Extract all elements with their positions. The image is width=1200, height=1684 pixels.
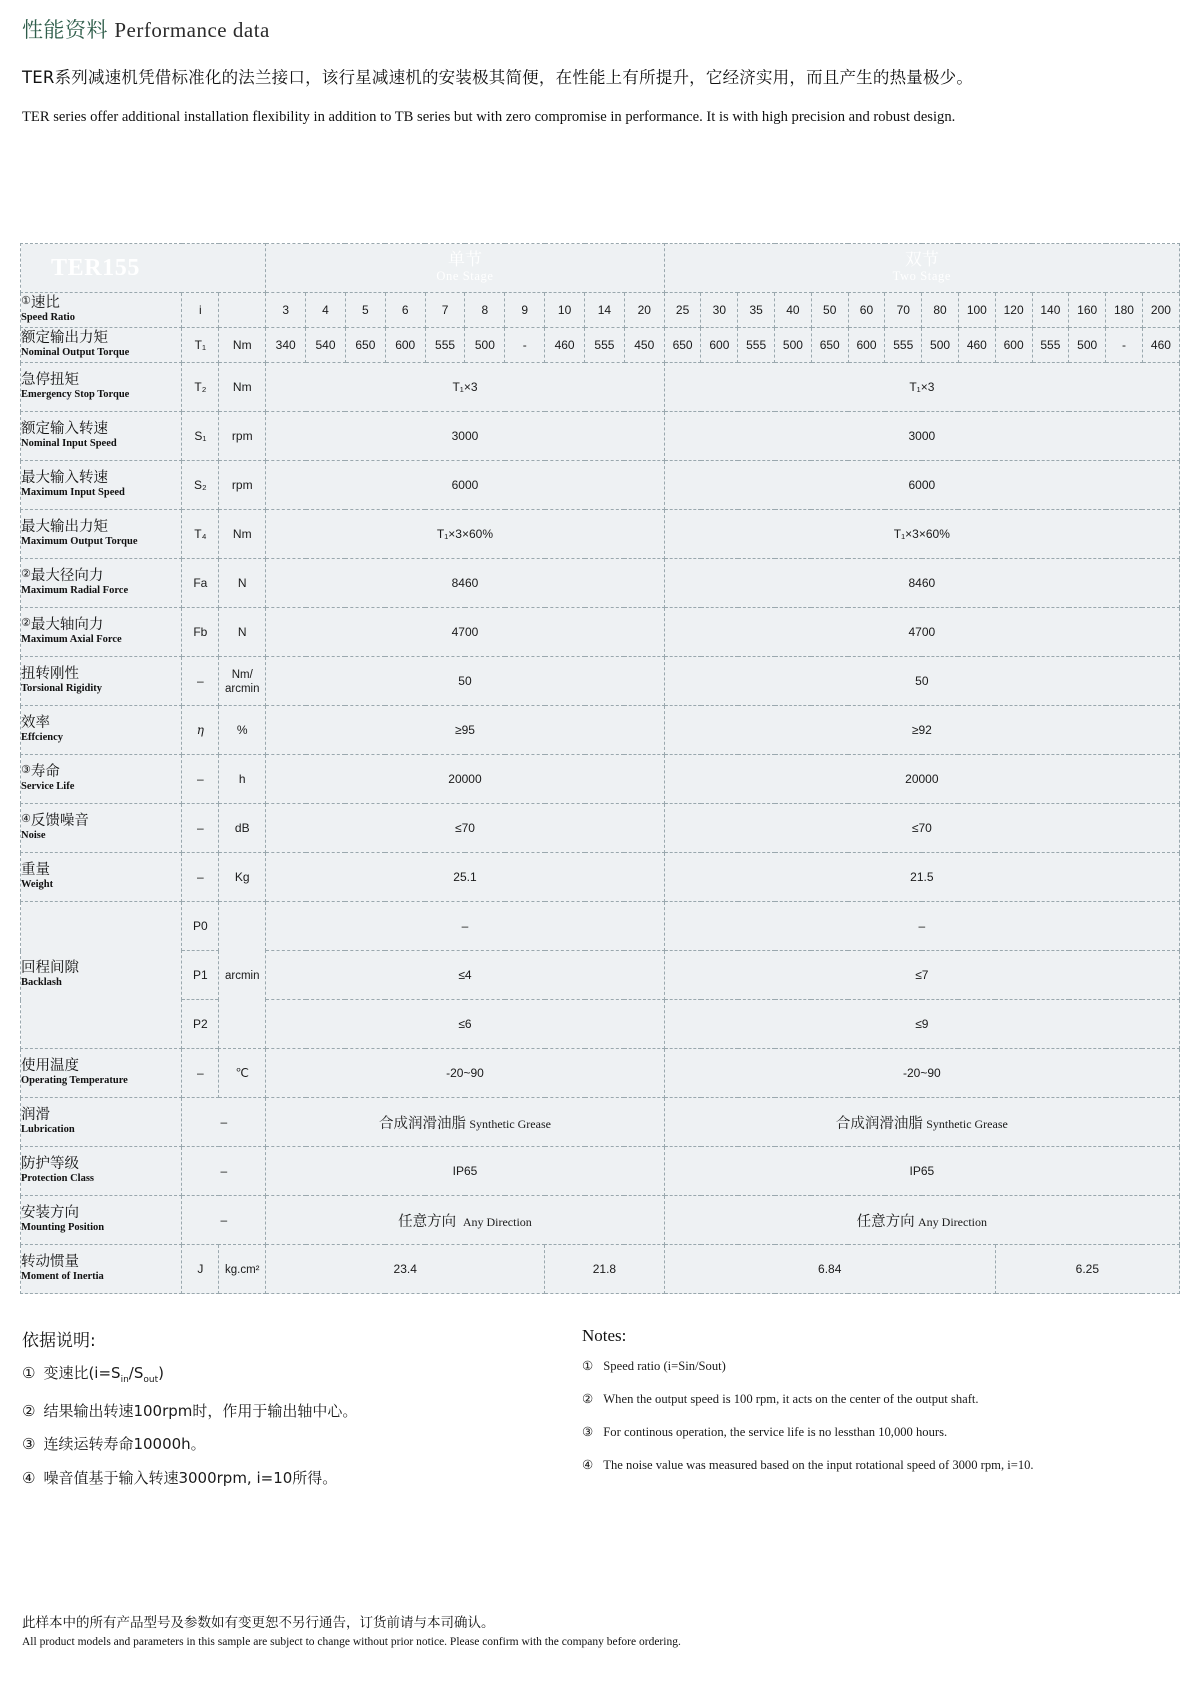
row-unit-maximum-output-torque: Nm (219, 510, 266, 559)
row-symbol-mounting-position: – (182, 1196, 266, 1245)
row-label-torsional-rigidity (21, 657, 182, 706)
value-one-stage (266, 1098, 664, 1147)
value-two-stage: 3000 (664, 412, 1179, 461)
mounting-one-cn: 任意方向 (398, 1213, 457, 1230)
ratio-cell: 14 (585, 293, 625, 328)
note-text: 结果输出转速100rpm时，作用于输出轴中心。 (43, 1401, 358, 1420)
lubrication-one-en: Synthetic Grease (469, 1116, 551, 1131)
row-label-en: Speed Ratio (21, 312, 75, 324)
note-item-cn (22, 1365, 582, 1386)
row-label-en: Moment of Inertia (21, 1271, 104, 1283)
row-label-protection-class (21, 1147, 182, 1196)
row-label-en: Protection Class (21, 1173, 95, 1185)
torque-cell: 555 (585, 328, 625, 363)
backlash-grade-p0: P0 (182, 902, 219, 951)
ratio-cell: 60 (848, 293, 885, 328)
row-symbol-maximum-output-torque: T₄ (182, 510, 219, 559)
table-row-backlash-p0 (21, 902, 1180, 951)
table-row-service-life (21, 755, 1180, 804)
table-row-moment-of-inertia (21, 1245, 1180, 1294)
value-one-stage-b: 21.8 (545, 1245, 665, 1294)
intro-paragraph-cn: TER系列减速机凭借标准化的法兰接口，该行星减速机的安装极其简便，在性能上有所提升，它经济实用，而且产生的热量极少。 (22, 68, 974, 87)
torque-cell: 450 (624, 328, 664, 363)
row-unit-torsional-rigidity: Nm/ arcmin (219, 657, 266, 706)
row-label-maximum-axial-force (21, 608, 182, 657)
row-label-cn: ④反馈噪音 (21, 812, 89, 830)
note-number: ② (582, 1391, 594, 1406)
value-one-stage-a: 23.4 (266, 1245, 545, 1294)
note-number: ① (22, 1364, 36, 1382)
row-symbol-moment-of-inertia: J (182, 1245, 219, 1294)
ratio-cell: 30 (701, 293, 738, 328)
row-label-en: Emergency Stop Torque (21, 389, 130, 401)
page-title-en: Performance data (114, 18, 270, 42)
value-one-stage: 25.1 (266, 853, 664, 902)
value-two-stage: ≤9 (664, 1000, 1179, 1049)
note-item-en (582, 1360, 1182, 1374)
row-symbol-protection-class: – (182, 1147, 266, 1196)
notes-column-cn (22, 1326, 582, 1503)
page-header (22, 14, 1178, 128)
row-unit-maximum-axial-force: N (219, 608, 266, 657)
note-number: ② (22, 1401, 36, 1420)
ratio-cell: 3 (266, 293, 306, 328)
row-label-cn: 使用温度 (21, 1058, 79, 1075)
ratio-cell: 25 (664, 293, 701, 328)
row-symbol-weight: – (182, 853, 219, 902)
torque-cell: 555 (885, 328, 922, 363)
note-text: 噪音值基于输入转速3000rpm, i=10所得。 (43, 1468, 338, 1487)
table-row-maximum-input-speed (21, 461, 1180, 510)
table-row-emergency-stop-torque (21, 363, 1180, 412)
table-row-torsional-rigidity (21, 657, 1180, 706)
note-text: For continous operation, the service life is no lessthan 10,000 hours. (603, 1424, 948, 1439)
row-label-cn: 效率 (21, 715, 50, 732)
ratio-cell: 140 (1032, 293, 1069, 328)
torque-cell: 500 (465, 328, 505, 363)
torque-cell: 500 (922, 328, 959, 363)
row-label-cn: 最大输出力矩 (21, 519, 108, 536)
torque-cell: 460 (958, 328, 995, 363)
value-two-stage-b: 6.25 (995, 1245, 1179, 1294)
row-label-backlash (21, 902, 182, 1049)
one-stage-label-cn: 单节 (447, 249, 482, 270)
value-one-stage: T₁×3×60% (266, 510, 664, 559)
row-label-nominal-output-torque (21, 328, 182, 363)
row-label-en: Noise (21, 830, 46, 842)
one-stage-header (266, 244, 664, 293)
row-symbol-torsional-rigidity: – (182, 657, 219, 706)
ratio-cell: 7 (425, 293, 465, 328)
ratio-cell: 10 (545, 293, 585, 328)
row-unit-nominal-input-speed: rpm (219, 412, 266, 461)
table-row-speed-ratio (21, 293, 1180, 328)
torque-cell: - (505, 328, 545, 363)
value-two-stage: IP65 (664, 1147, 1179, 1196)
torque-cell: 650 (811, 328, 848, 363)
value-two-stage: 4700 (664, 608, 1179, 657)
specification-table (20, 243, 1180, 1294)
row-label-efficiency (21, 706, 182, 755)
page-title-cn: 性能资料 (22, 18, 108, 42)
row-label-cn: 润滑 (21, 1107, 50, 1124)
row-label-maximum-input-speed (21, 461, 182, 510)
value-one-stage: 50 (266, 657, 664, 706)
ratio-cell: 200 (1142, 293, 1179, 328)
table-row-weight (21, 853, 1180, 902)
row-symbol-efficiency: η (182, 706, 219, 755)
ratio-cell: 9 (505, 293, 545, 328)
row-symbol-maximum-radial-force: Fa (182, 559, 219, 608)
table-row-operating-temperature (21, 1049, 1180, 1098)
row-label-service-life (21, 755, 182, 804)
torque-cell: 650 (345, 328, 385, 363)
note-text: When the output speed is 100 rpm, it acts on the center of the output shaft. (603, 1391, 979, 1406)
torque-cell: 540 (306, 328, 346, 363)
ratio-cell: 35 (738, 293, 775, 328)
value-two-stage-a: 6.84 (664, 1245, 995, 1294)
notes-heading-cn: 依据说明: (22, 1331, 96, 1351)
row-label-en: Nominal Output Torque (21, 347, 130, 359)
row-unit-service-life: h (219, 755, 266, 804)
row-label-maximum-output-torque (21, 510, 182, 559)
value-two-stage: T₁×3×60% (664, 510, 1179, 559)
row-label-cn: 安装方向 (21, 1205, 79, 1222)
row-label-en: Mounting Position (21, 1222, 105, 1234)
row-unit-emergency-stop-torque: Nm (219, 363, 266, 412)
row-label-maximum-radial-force (21, 559, 182, 608)
value-one-stage: – (266, 902, 664, 951)
torque-cell: 500 (775, 328, 812, 363)
row-symbol-maximum-axial-force: Fb (182, 608, 219, 657)
backlash-grade-p1: P1 (182, 951, 219, 1000)
disclaimer-cn: 此样本中的所有产品型号及参数如有变更恕不另行通告，订货前请与本司确认。 (22, 1615, 495, 1631)
ratio-cell: 180 (1106, 293, 1143, 328)
value-one-stage (266, 1196, 664, 1245)
row-label-cn: ②最大径向力 (21, 567, 104, 585)
torque-cell: 460 (1142, 328, 1179, 363)
row-label-en: Lubrication (21, 1124, 75, 1136)
lubrication-one-cn: 合成润滑油脂 (378, 1115, 466, 1132)
row-label-en: Nominal Input Speed (21, 438, 117, 450)
row-label-cn: 重量 (21, 862, 50, 879)
ratio-cell: 5 (345, 293, 385, 328)
value-one-stage: T₁×3 (266, 363, 664, 412)
torque-cell: 555 (425, 328, 465, 363)
note-text: Speed ratio (i=Sin/Sout) (603, 1359, 726, 1373)
table-row-protection-class (21, 1147, 1180, 1196)
value-two-stage: ≥92 (664, 706, 1179, 755)
value-two-stage: -20~90 (664, 1049, 1179, 1098)
value-one-stage: -20~90 (266, 1049, 664, 1098)
lubrication-two-cn: 合成润滑油脂 (835, 1115, 923, 1132)
ratio-cell: 6 (385, 293, 425, 328)
table-row-nominal-input-speed (21, 412, 1180, 461)
value-one-stage: 3000 (266, 412, 664, 461)
row-unit-noise: dB (219, 804, 266, 853)
notes-section (22, 1326, 1182, 1503)
row-unit-nominal-output-torque: Nm (219, 328, 266, 363)
row-label-cn: 扭转刚性 (21, 666, 79, 683)
row-label-emergency-stop-torque (21, 363, 182, 412)
ratio-cell: 4 (306, 293, 346, 328)
notes-heading-en: Notes: (582, 1326, 627, 1345)
row-label-cn: ①速比 (21, 294, 60, 312)
backlash-grade-p2: P2 (182, 1000, 219, 1049)
row-label-en: Maximum Radial Force (21, 585, 129, 597)
torque-cell: 650 (664, 328, 701, 363)
row-label-noise (21, 804, 182, 853)
value-one-stage: IP65 (266, 1147, 664, 1196)
value-two-stage: 6000 (664, 461, 1179, 510)
table-row-backlash-p1 (21, 951, 1180, 1000)
row-label-cn: ②最大轴向力 (21, 616, 104, 634)
ratio-cell: 100 (958, 293, 995, 328)
row-symbol-speed-ratio: i (182, 293, 219, 328)
one-stage-label-en: One Stage (436, 269, 494, 284)
specification-table-wrapper (20, 243, 1180, 1294)
row-label-cn: 回程间隙 (21, 960, 79, 977)
row-unit-maximum-radial-force: N (219, 559, 266, 608)
row-symbol-service-life: – (182, 755, 219, 804)
value-two-stage: – (664, 902, 1179, 951)
table-row-noise (21, 804, 1180, 853)
row-unit-operating-temperature: ℃ (219, 1049, 266, 1098)
torque-cell: - (1106, 328, 1143, 363)
table-row-maximum-radial-force (21, 559, 1180, 608)
value-one-stage: ≤6 (266, 1000, 664, 1049)
row-label-moment-of-inertia (21, 1245, 182, 1294)
row-label-en: Weight (21, 879, 54, 891)
ratio-cell: 20 (624, 293, 664, 328)
note-item-en (582, 1426, 1182, 1440)
ratio-cell: 8 (465, 293, 505, 328)
table-row-maximum-axial-force (21, 608, 1180, 657)
table-row-mounting-position (21, 1196, 1180, 1245)
note-text: 变速比$(i=S_{in}/S_{out})$ (43, 1364, 164, 1385)
note-text: 连续运转寿命10000h。 (43, 1435, 206, 1454)
torque-cell: 600 (701, 328, 738, 363)
torque-cell: 340 (266, 328, 306, 363)
value-two-stage: 20000 (664, 755, 1179, 804)
notes-column-en (582, 1326, 1182, 1503)
ratio-cell: 120 (995, 293, 1032, 328)
note-number: ① (582, 1359, 594, 1373)
row-label-en: Operating Temperature (21, 1075, 128, 1087)
value-two-stage: 8460 (664, 559, 1179, 608)
ratio-cell: 70 (885, 293, 922, 328)
torque-cell: 600 (995, 328, 1032, 363)
table-row-backlash-p2 (21, 1000, 1180, 1049)
row-symbol-noise: – (182, 804, 219, 853)
row-label-mounting-position (21, 1196, 182, 1245)
ratio-cell: 80 (922, 293, 959, 328)
mounting-two-en: Any Direction (918, 1214, 987, 1229)
row-label-nominal-input-speed (21, 412, 182, 461)
note-number: ③ (582, 1424, 594, 1439)
value-two-stage (664, 1098, 1179, 1147)
row-symbol-maximum-input-speed: S₂ (182, 461, 219, 510)
value-two-stage: 21.5 (664, 853, 1179, 902)
note-item-en (582, 1393, 1182, 1407)
value-one-stage: 20000 (266, 755, 664, 804)
disclaimer-en: All product models and parameters in this sample are subject to change without prior notice. Please confirm with the company before ordering. (22, 1635, 681, 1648)
disclaimer (22, 1615, 1172, 1649)
row-label-en: Maximum Axial Force (21, 634, 122, 646)
value-two-stage: ≤7 (664, 951, 1179, 1000)
value-two-stage: T₁×3 (664, 363, 1179, 412)
row-label-en: Backlash (21, 977, 62, 989)
lubrication-two-en: Synthetic Grease (926, 1116, 1008, 1131)
row-label-weight (21, 853, 182, 902)
row-label-en: Effciency (21, 732, 63, 744)
row-symbol-nominal-input-speed: S₁ (182, 412, 219, 461)
row-label-speed-ratio (21, 293, 182, 328)
row-label-operating-temperature (21, 1049, 182, 1098)
value-one-stage: 6000 (266, 461, 664, 510)
torque-cell: 600 (848, 328, 885, 363)
note-number: ④ (22, 1468, 36, 1487)
ratio-cell: 50 (811, 293, 848, 328)
value-one-stage: 4700 (266, 608, 664, 657)
row-label-cn: 防护等级 (21, 1156, 79, 1173)
row-unit-moment-of-inertia: kg.cm² (219, 1245, 266, 1294)
row-symbol-operating-temperature: – (182, 1049, 219, 1098)
row-label-cn: ③寿命 (21, 763, 60, 781)
value-one-stage: ≥95 (266, 706, 664, 755)
row-label-cn: 额定输入转速 (21, 421, 108, 438)
value-one-stage: ≤70 (266, 804, 664, 853)
page-title (22, 14, 1178, 44)
mounting-one-en: Any Direction (462, 1214, 532, 1229)
note-text: The noise value was measured based on the input rotational speed of 3000 rpm, i=10. (603, 1457, 1034, 1472)
mounting-two-cn: 任意方向 (856, 1213, 915, 1230)
row-label-lubrication (21, 1098, 182, 1147)
row-unit-maximum-input-speed: rpm (219, 461, 266, 510)
table-row-efficiency (21, 706, 1180, 755)
torque-cell: 460 (545, 328, 585, 363)
row-unit-efficiency: % (219, 706, 266, 755)
torque-cell: 500 (1069, 328, 1106, 363)
note-item-en (582, 1459, 1182, 1473)
row-symbol-nominal-output-torque: T₁ (182, 328, 219, 363)
note-number: ③ (22, 1435, 36, 1454)
row-unit-weight: Kg (219, 853, 266, 902)
row-symbol-emergency-stop-torque: T₂ (182, 363, 219, 412)
note-item-cn (22, 1403, 582, 1420)
ratio-cell: 40 (775, 293, 812, 328)
value-two-stage: 50 (664, 657, 1179, 706)
row-unit-speed-ratio (219, 293, 266, 328)
table-row-maximum-output-torque (21, 510, 1180, 559)
two-stage-label-cn: 双节 (904, 249, 939, 270)
row-symbol-lubrication: – (182, 1098, 266, 1147)
row-label-cn: 最大输入转速 (21, 470, 108, 487)
torque-cell: 555 (738, 328, 775, 363)
row-label-en: Service Life (21, 781, 75, 793)
row-unit-backlash: arcmin (219, 902, 266, 1049)
intro-paragraph-en: TER series offer additional installation flexibility in addition to TB series but with zero compromise in performance. It is with high precision and robust design. (22, 109, 956, 126)
value-two-stage (664, 1196, 1179, 1245)
value-one-stage: ≤4 (266, 951, 664, 1000)
table-row-lubrication (21, 1098, 1180, 1147)
table-row-nominal-output-torque (21, 328, 1180, 363)
row-label-en: Maximum Output Torque (21, 536, 138, 548)
torque-cell: 600 (385, 328, 425, 363)
ratio-cell: 160 (1069, 293, 1106, 328)
note-number: ④ (582, 1457, 594, 1472)
torque-cell: 555 (1032, 328, 1069, 363)
table-header-row (21, 244, 1180, 293)
value-one-stage: 8460 (266, 559, 664, 608)
note-item-cn (22, 1470, 582, 1487)
note-item-cn (22, 1436, 582, 1453)
row-label-cn: 急停扭矩 (21, 372, 79, 389)
row-label-cn: 转动惯量 (21, 1254, 79, 1271)
value-two-stage: ≤70 (664, 804, 1179, 853)
row-label-cn: 额定输出力矩 (21, 330, 108, 347)
row-label-en: Maximum Input Speed (21, 487, 125, 499)
two-stage-label-en: Two Stage (892, 269, 952, 284)
model-name: TER155 (21, 244, 266, 293)
two-stage-header (664, 244, 1179, 293)
row-label-en: Torsional Rigidity (21, 683, 103, 695)
